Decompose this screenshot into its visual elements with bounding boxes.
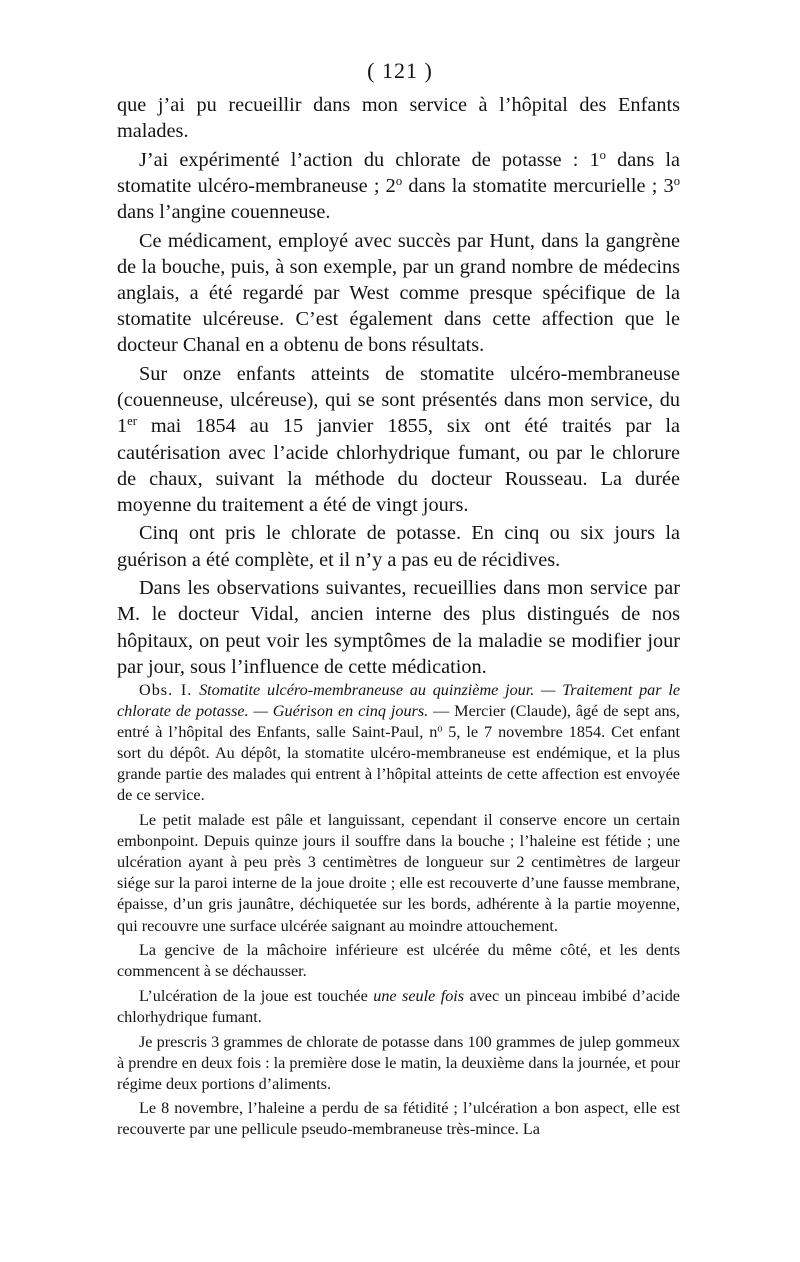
- text-run: 5, le 7 novembre 1854. Cet enfant sort du dépôt. Au dépôt, la stomatite ulcéro-membraneuse est endémique, et la plus grande partie des malades qui entrent à l’hôpital atteints de cette affection est envoyée de ce service.: [117, 723, 680, 805]
- main-text: [117, 92, 680, 682]
- text-run: mai 1854 au 15 janvier 1855, six ont été traités par la cautérisation avec l’acide chlorhydrique fumant, ou par le chlorure de chaux, suivant la méthode du docteur Rousseau. La durée moyenne du traitement a été de vingt jours.: [117, 415, 680, 516]
- superscript: o: [673, 173, 680, 188]
- superscript: o: [395, 173, 403, 188]
- observation-section: [117, 680, 680, 1144]
- observation-heading: [117, 680, 680, 807]
- observation-paragraph: [117, 986, 680, 1028]
- observation-paragraph: Je prescris 3 grammes de chlorate de potasse dans 100 grammes de julep gommeux à prendre en deux fois : la première dose le matin, la deuxième dans la journée, et pour régime deux portions d’aliments.: [117, 1032, 680, 1093]
- observation-paragraph: Le petit malade est pâle et languissant, cependant il conserve encore un certain embonpoint. Depuis quinze jours il souffre dans la bouche ; l’haleine est fétide ; une ulcération ayant à peu près 3 centimètres de longueur sur 2 centimètres de largeur siége sur la paroi interne de la joue droite ; elle est recouverte d’une fausse membrane, épaisse, d’un gris jaunâtre, déchiquetée sur les bords, adhérente à la partie moyenne, qui recouvre une surface ulcérée saignant au moindre attouchement.: [117, 811, 680, 935]
- text-run: Sur onze enfants atteints de stomatite ulcéro-membraneuse (couenneuse, ulcéreuse), qui se sont présentés dans mon service, du 1: [117, 362, 680, 438]
- observation-paragraph: Le 8 novembre, l’haleine a perdu de sa fétidité ; l’ulcération a bon aspect, elle est recouverte par une pellicule pseudo-membraneuse très-mince. La: [117, 1099, 680, 1139]
- paragraph-results: Cinq ont pris le chlorate de potasse. En cinq ou six jours la guérison a été complète, et il n’y a pas eu de récidives.: [117, 522, 680, 571]
- superscript: o: [599, 147, 606, 162]
- text-run: L’ulcération de la joue est touchée: [139, 986, 374, 1005]
- text-run: dans la stomatite mercurielle ; 3: [402, 174, 674, 197]
- paragraph-continuation: que j’ai pu recueillir dans mon service à l’hôpital des Enfants malades.: [117, 94, 680, 143]
- paragraph-medication: Ce médicament, employé avec succès par Hunt, dans la gangrène de la bouche, puis, à son exemple, par un grand nombre de médecins anglais, a été regardé par West comme presque spécifique de la stomatite ulcéreuse. C’est également dans cette affection que le docteur Chanal en a obtenu de bons résultats.: [117, 229, 680, 357]
- text-run: dans la stomatite ulcéro-membraneuse ; 2: [117, 148, 681, 197]
- page-number: ( 121 ): [367, 58, 433, 83]
- paragraph-cases: [117, 361, 680, 518]
- text-run: — Mercier (Claude), âgé de sept ans, entré à l’hôpital des Enfants, salle Saint-Paul, n: [117, 702, 680, 742]
- emphasis: une seule fois: [373, 986, 465, 1005]
- text-run: avec un pinceau imbibé d’acide chlorhydrique fumant.: [117, 986, 680, 1026]
- superscript: o: [437, 723, 443, 735]
- paragraph-observations: Dans les observations suivantes, recueillies dans mon service par M. le docteur Vidal, ancien interne des plus distingués de nos hôpitaux, on peut voir les symptômes de la maladie se modifier jour par jour, sous l’influence de cette médication.: [117, 577, 680, 678]
- observation-label: Obs. I.: [139, 681, 193, 699]
- superscript: er: [127, 414, 137, 429]
- text-run: J’ai expérimenté l’action du chlorate de potasse : 1: [139, 148, 600, 171]
- paragraph-experiment: [117, 147, 680, 226]
- text-run: dans l’angine couenneuse.: [117, 201, 331, 224]
- observation-title: Stomatite ulcéro-membraneuse au quinzième jour. — Traitement par le chlorate de potasse. — Guérison en cinq jours.: [117, 681, 681, 721]
- observation-paragraph: La gencive de la mâchoire inférieure est ulcérée du même côté, et les dents commencent à se déchausser.: [117, 941, 680, 981]
